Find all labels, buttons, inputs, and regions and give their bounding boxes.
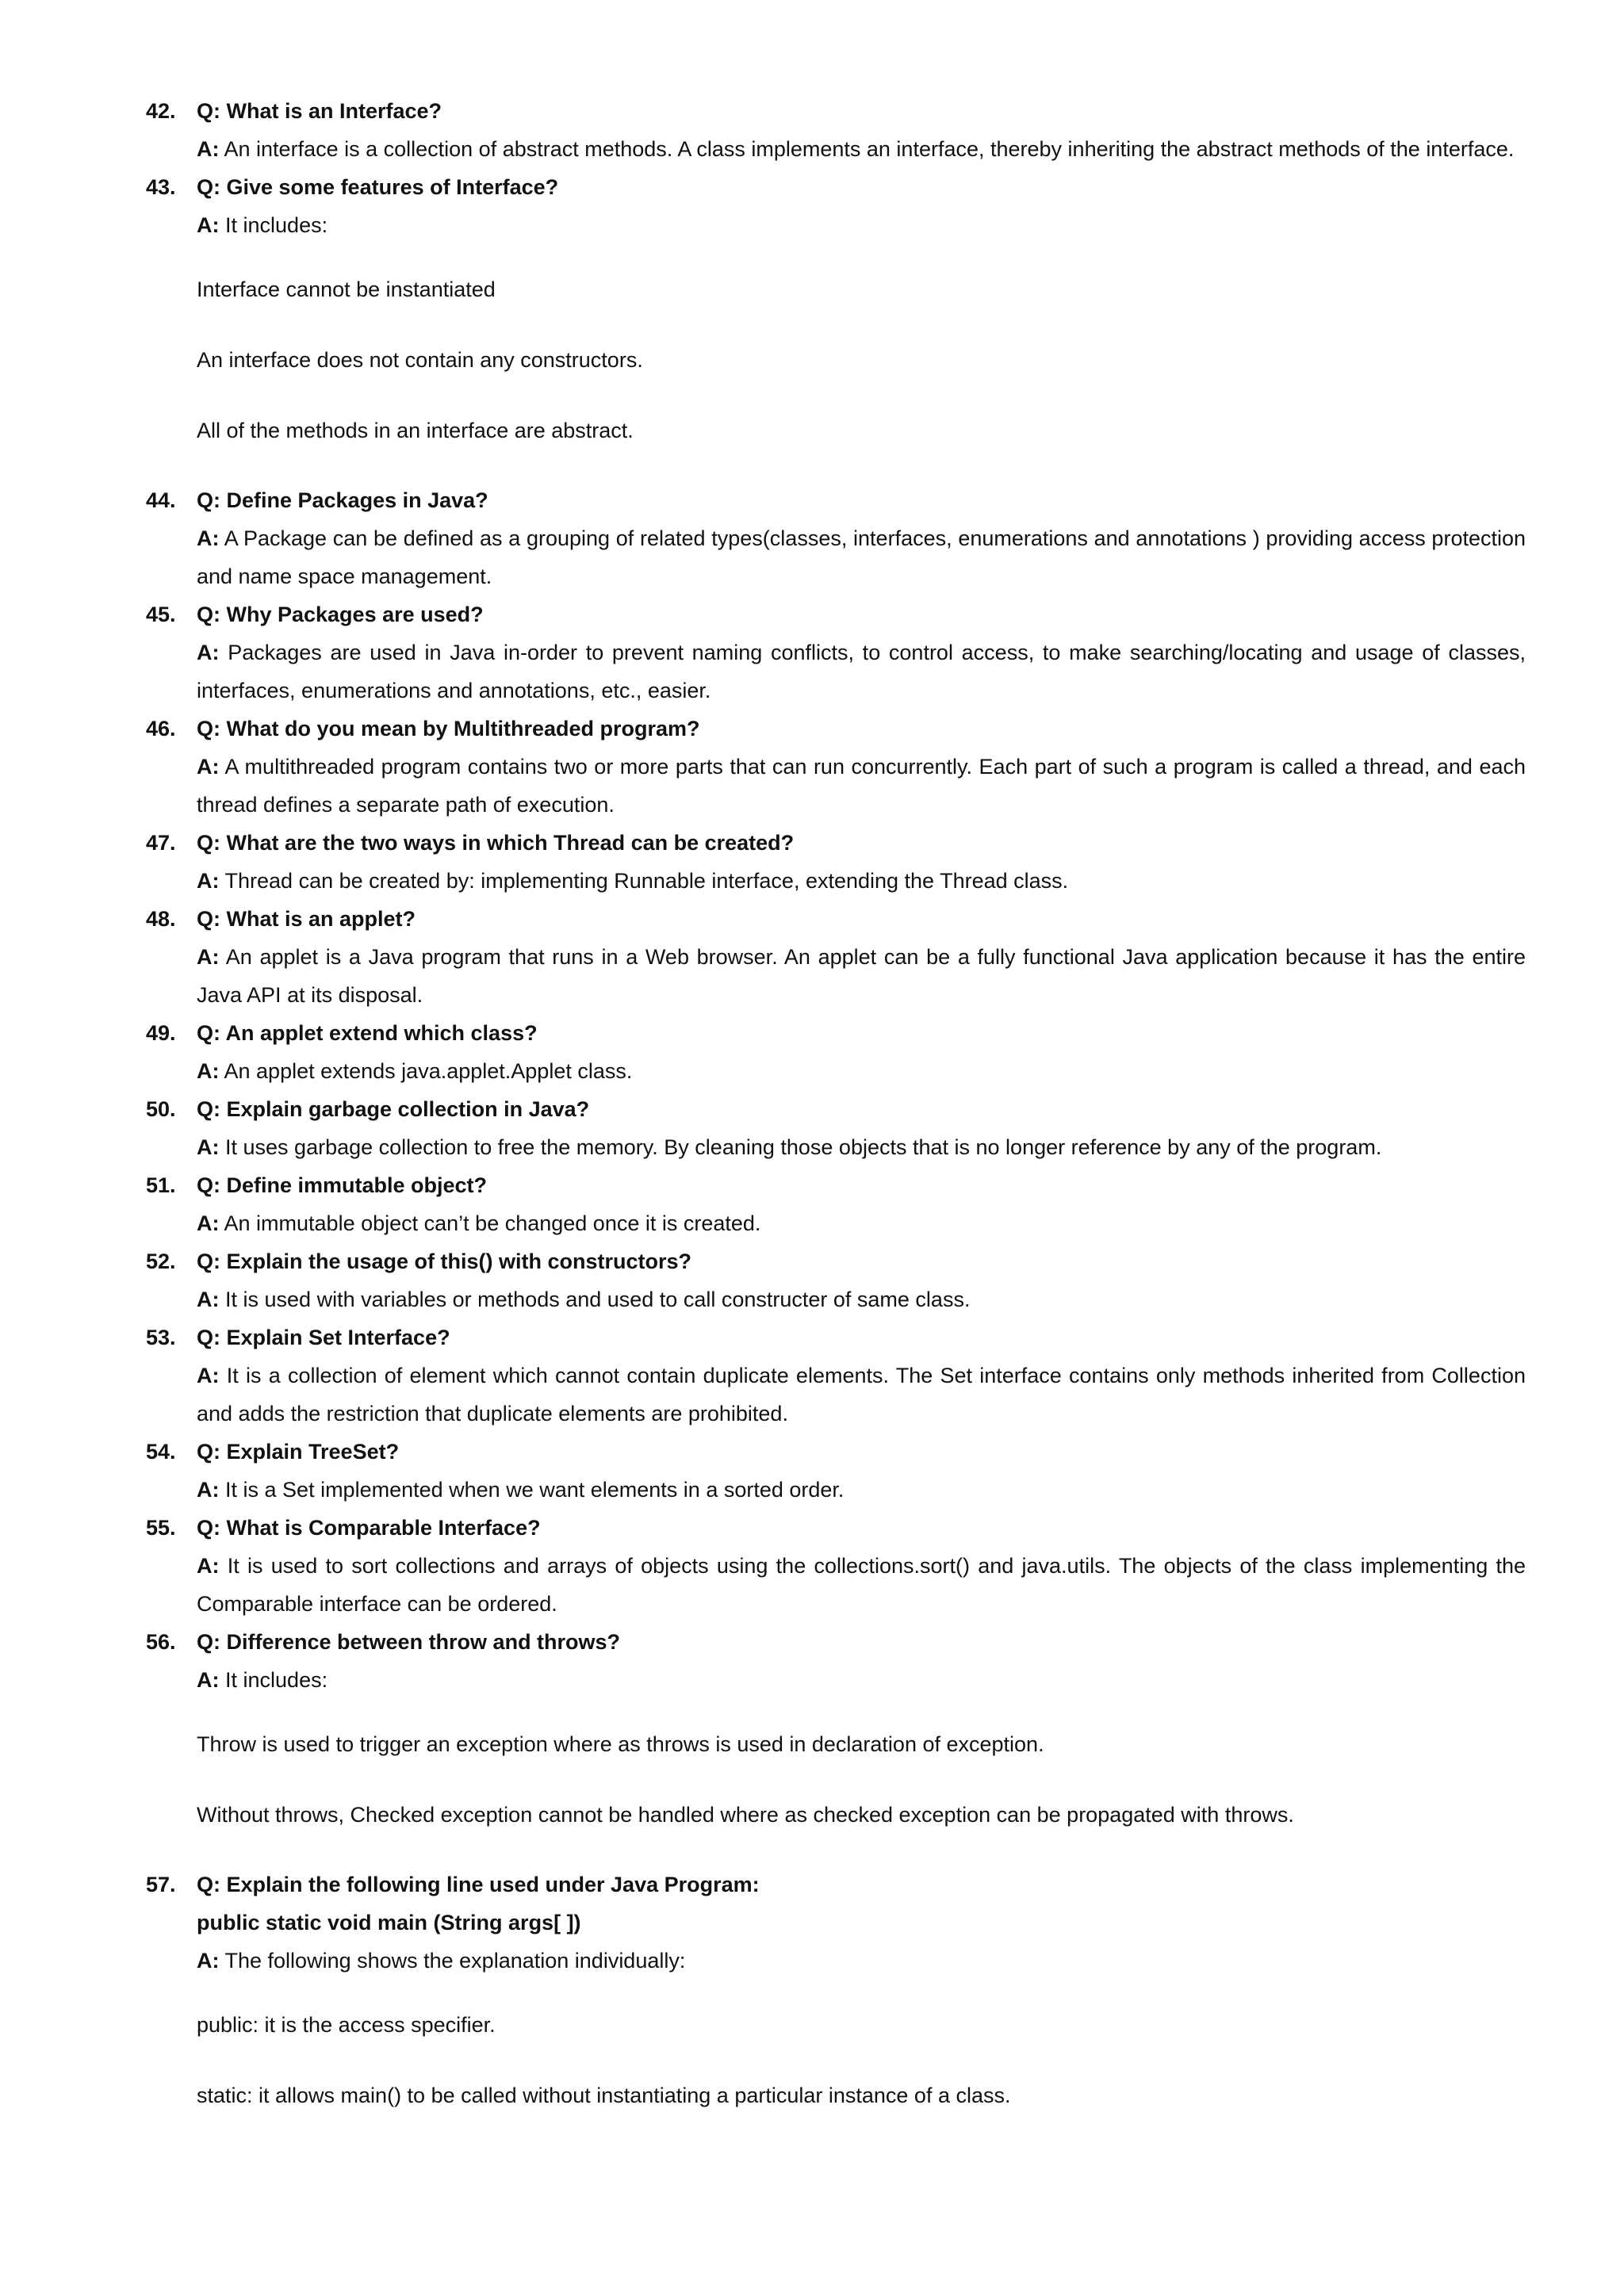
answer-body: The following shows the explanation individually:: [224, 1949, 686, 1973]
answer-list-item: public: it is the access specifier.: [197, 2013, 496, 2037]
question-number: 44.: [146, 488, 176, 512]
answer-label: A:: [197, 641, 220, 664]
question-number: 57.: [146, 1873, 176, 1896]
question-number: 49.: [146, 1021, 176, 1045]
qa-item-45: [146, 595, 1526, 710]
answer-label: A:: [197, 526, 220, 550]
answer-text: [197, 519, 1526, 595]
answer-body: It includes:: [225, 213, 328, 237]
question-text: Q: An applet extend which class?: [197, 1021, 538, 1045]
answer-label: A:: [197, 137, 220, 161]
answer-text: [197, 130, 1526, 168]
answer-text: [197, 1942, 1526, 1980]
answer-body: Packages are used in Java in-order to prevent naming conflicts, to control access, to make searching/locating and usage of classes, interfaces, enumerations and annotations, etc., easier.: [197, 641, 1526, 702]
qa-item-50: [146, 1090, 1526, 1166]
answer-body: An immutable object can’t be changed once it is created.: [224, 1211, 761, 1235]
qa-item-44: [146, 481, 1526, 595]
question-number: 56.: [146, 1630, 176, 1654]
answer-text: [197, 1357, 1526, 1433]
qa-item-46: [146, 710, 1526, 824]
answer-body: An applet is a Java program that runs in a Web browser. An applet can be a fully functional Java application because it has the entire Java API at its disposal.: [197, 945, 1526, 1007]
answer-body: It is a collection of element which cannot contain duplicate elements. The Set interface contains only methods inherited from Collection and adds the restriction that duplicate elements are prohibited.: [197, 1364, 1526, 1425]
answer-text: [197, 1471, 1526, 1509]
question-text: Q: Why Packages are used?: [197, 603, 484, 626]
question-number: 53.: [146, 1326, 176, 1349]
answer-body: An applet extends java.applet.Applet class.: [224, 1059, 633, 1083]
qa-item-51: [146, 1166, 1526, 1242]
question-number: 52.: [146, 1249, 176, 1273]
question-number: 45.: [146, 603, 176, 626]
answer-list: [197, 1725, 1526, 1834]
answer-body: It uses garbage collection to free the memory. By cleaning those objects that is no longer reference by any of the program.: [225, 1135, 1382, 1159]
answer-label: A:: [197, 1554, 220, 1578]
answer-list: [197, 270, 1526, 450]
answer-list-item: An interface does not contain any constructors.: [197, 348, 643, 372]
answer-text: [197, 1204, 1526, 1242]
question-number: 42.: [146, 99, 176, 123]
answer-text: [197, 1280, 1526, 1318]
answer-label: A:: [197, 1668, 220, 1692]
question-text: Q: What is Comparable Interface?: [197, 1516, 541, 1540]
answer-label: A:: [197, 213, 220, 237]
question-text: Q: Explain TreeSet?: [197, 1440, 400, 1464]
answer-list-item: Throw is used to trigger an exception where as throws is used in declaration of exception.: [197, 1732, 1044, 1756]
answer-body: A multithreaded program contains two or more parts that can run concurrently. Each part of such a program is called a thread, and each thread defines a separate path of execution.: [197, 755, 1526, 817]
answer-list-item: Without throws, Checked exception cannot be handled where as checked exception can be propagated with throws.: [197, 1803, 1294, 1827]
question-text: Q: Explain the usage of this() with constructors?: [197, 1249, 692, 1273]
qa-item-55: [146, 1509, 1526, 1623]
answer-label: A:: [197, 1364, 220, 1387]
qa-item-54: [146, 1433, 1526, 1509]
question-text: Q: What do you mean by Multithreaded program?: [197, 717, 700, 740]
answer-label: A:: [197, 1211, 220, 1235]
question-number: 54.: [146, 1440, 176, 1464]
question-text: Q: Define Packages in Java?: [197, 488, 488, 512]
question-number: 43.: [146, 175, 176, 199]
answer-label: A:: [197, 1135, 220, 1159]
answer-body: It includes:: [225, 1668, 328, 1692]
question-number: 51.: [146, 1173, 176, 1197]
question-text: Q: Explain garbage collection in Java?: [197, 1097, 590, 1121]
answer-label: A:: [197, 945, 220, 969]
question-number: 47.: [146, 831, 176, 855]
question-text: Q: Explain the following line used under Java Program:: [197, 1873, 760, 1896]
question-number: 46.: [146, 717, 176, 740]
answer-text: [197, 938, 1526, 1014]
question-number: 50.: [146, 1097, 176, 1121]
answer-label: A:: [197, 1059, 220, 1083]
answer-text: [197, 206, 1526, 244]
question-text: Q: Difference between throw and throws?: [197, 1630, 621, 1654]
answer-body: An interface is a collection of abstract methods. A class implements an interface, thereby inheriting the abstract methods of the interface.: [224, 137, 1515, 161]
answer-list-item: All of the methods in an interface are abstract.: [197, 419, 634, 442]
answer-label: A:: [197, 869, 220, 893]
answer-list-item: static: it allows main() to be called without instantiating a particular instance of a class.: [197, 2084, 1011, 2107]
qa-item-57: [146, 1866, 1526, 2114]
answer-body: It is used with variables or methods and used to call constructer of same class.: [225, 1288, 971, 1311]
qa-item-49: [146, 1014, 1526, 1090]
question-text: Q: Define immutable object?: [197, 1173, 488, 1197]
qa-item-43: [146, 168, 1526, 450]
answer-label: A:: [197, 755, 220, 779]
question-number: 55.: [146, 1516, 176, 1540]
qa-item-56: [146, 1623, 1526, 1834]
qa-item-47: [146, 824, 1526, 900]
question-number: 48.: [146, 907, 176, 931]
answer-text: [197, 1547, 1526, 1623]
answer-text: [197, 862, 1526, 900]
qa-item-53: [146, 1318, 1526, 1433]
answer-body: It is used to sort collections and arrays of objects using the collections.sort() and java.utils. The objects of the class implementing the Comparable interface can be ordered.: [197, 1554, 1526, 1616]
answer-label: A:: [197, 1478, 220, 1502]
question-code-line: public static void main (String args[ ]): [197, 1911, 581, 1934]
question-text: Q: Explain Set Interface?: [197, 1326, 450, 1349]
answer-body: A Package can be defined as a grouping of related types(classes, interfaces, enumerations and annotations ) providing access protection and name space management.: [197, 526, 1526, 588]
question-text: Q: What is an applet?: [197, 907, 416, 931]
answer-text: [197, 748, 1526, 824]
answer-list-item: Interface cannot be instantiated: [197, 277, 496, 301]
qa-item-42: [146, 92, 1526, 168]
question-text: Q: What is an Interface?: [197, 99, 442, 123]
question-text: Q: Give some features of Interface?: [197, 175, 559, 199]
answer-list: [197, 2006, 1526, 2114]
question-text: Q: What are the two ways in which Thread can be created?: [197, 831, 795, 855]
answer-label: A:: [197, 1288, 220, 1311]
answer-text: [197, 1661, 1526, 1699]
answer-text: [197, 1052, 1526, 1090]
answer-label: A:: [197, 1949, 220, 1973]
qa-item-48: [146, 900, 1526, 1014]
answer-body: Thread can be created by: implementing Runnable interface, extending the Thread class.: [224, 869, 1069, 893]
answer-text: [197, 633, 1526, 710]
answer-text: [197, 1128, 1526, 1166]
qa-item-52: [146, 1242, 1526, 1318]
answer-body: It is a Set implemented when we want elements in a sorted order.: [225, 1478, 845, 1502]
